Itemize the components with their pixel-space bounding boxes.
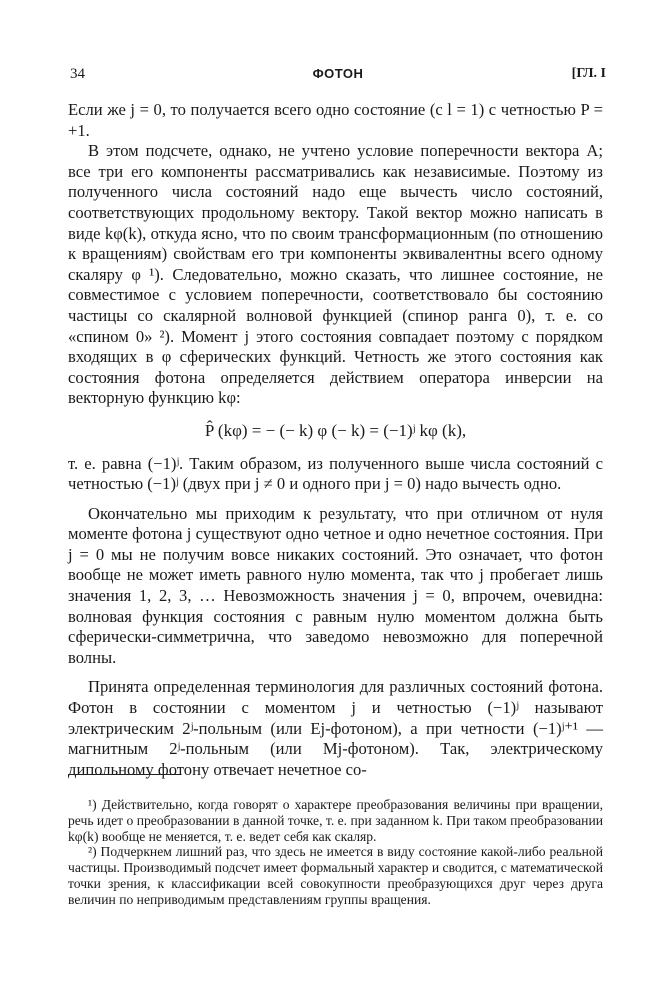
running-title: ФОТОН (312, 66, 364, 81)
footnotes (68, 797, 603, 908)
paragraph: т. е. равна (−1)ʲ. Таким образом, из полученного выше числа состояний с четностью (−1)ʲ (двух при j ≠ 0 и одного при j = 0) надо вычесть одно. (68, 453, 603, 494)
equation: P̂ (kφ) = − (− k) φ (− k) = (−1)ʲ kφ (k), (204, 420, 467, 440)
chapter-label: [ГЛ. I (571, 66, 606, 81)
footnote: ²) Подчеркнем лишний раз, что здесь не имеется в виду состояние какой-либо реальной частицы. Производимый подсчет имеет формальный характер и сводится, с математической точки зрения, к классификации всей совокупности преобразующихся друг через друга величин по неприводимым представлениям группы вращения. (68, 844, 603, 907)
page-number: 34 (70, 66, 85, 82)
paragraph: Принята определенная терминология для различных состояний фотона. Фотон в состоянии с моментом j и четностью (−1)ʲ называют электрическим 2ʲ-польным (или Ej-фотоном), а при четности (−1)ʲ⁺¹ — магнитным 2ʲ-польным (или Mj-фотоном). Так, электрическому дипольному фотону отвечает нечетное со- (68, 677, 603, 779)
paragraph: Окончательно мы приходим к результату, что при отличном от нуля моменте фотона j существуют одно четное и одно нечетное состояния. При j = 0 мы не получим вовсе никаких состояний. Это означает, что фотон вообще не может иметь равного нулю момента, так что j пробегает лишь значения 1, 2, 3, … Невозможность значения j = 0, впрочем, очевидна: волновая функция состояния с равным нулю моментом должна быть сферически-симметрична, что заведомо невозможно для поперечной волны. (68, 503, 603, 667)
paragraph: В этом подсчете, однако, не учтено условие поперечности вектора A; все три его компоненты рассматривались как независимые. Поэтому из полученного числа состояний надо еще вычесть число состояний, соответствующих продольному вектору. Такой вектор можно написать в виде kφ(k), откуда ясно, что по своим трансформационным (по отношению к вращениям) свойствам его три компоненты эквивалентны всего одному скаляру φ ¹). Следовательно, можно сказать, что лишнее состояние, не совместимое с условием поперечности, соответствовало бы состоянию частицы со скалярной волновой функцией (спинор ранга 0), т. е. со «спином 0» ²). Момент j этого состояния совпадает поэтому с порядком входящих в φ сферических функций. Четность же этого состояния как состояния фотона определяется действием оператора инверсии на векторную функцию kφ: (68, 141, 603, 408)
footnote: ¹) Действительно, когда говорят о характере преобразования величины при вращении, речь идет о преобразовании в данной точке, т. е. при заданном k. При таком преобразовании kφ(k) вообще не меняется, т. е. ведет себя как скаляр. (68, 797, 603, 844)
main-text (68, 100, 603, 780)
paragraph: Если же j = 0, то получается всего одно состояние (с l = 1) с четностью P = +1. (68, 100, 603, 140)
footnote-separator (68, 774, 180, 775)
running-header (70, 66, 606, 88)
